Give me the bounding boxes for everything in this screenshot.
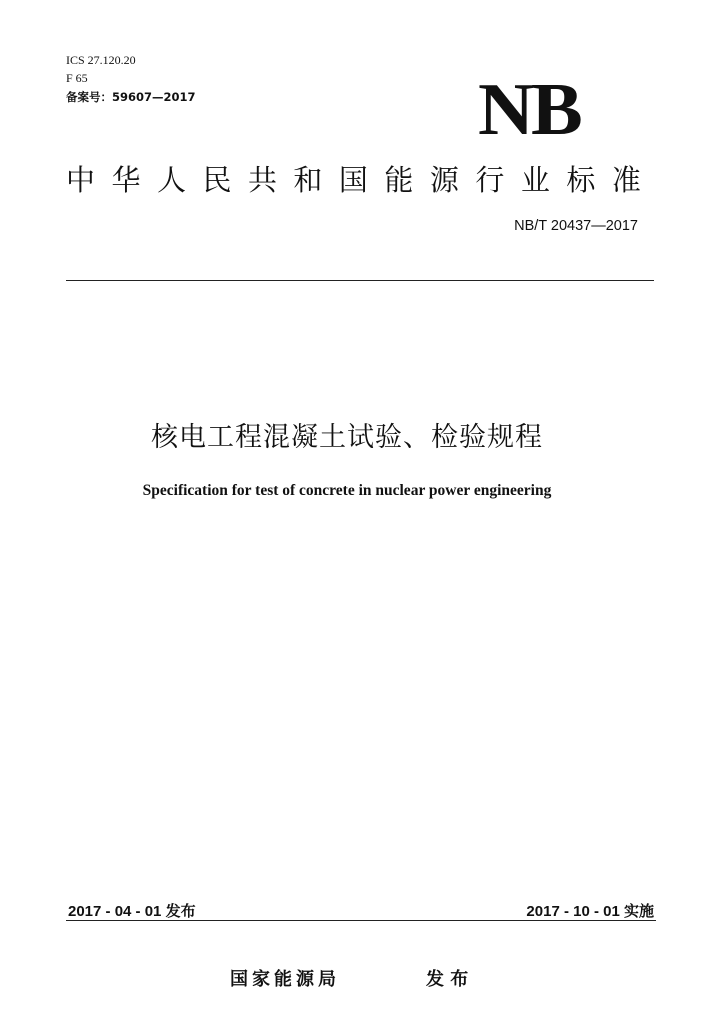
standard-code: NB/T 20437—2017 <box>514 218 638 234</box>
title-char: 国 <box>338 163 368 197</box>
standard-category-title <box>66 160 641 200</box>
document-title-cn-text: 核电工程混凝土试验、检验规程 <box>151 422 543 453</box>
issuing-authority: 国家能源局 <box>230 969 340 990</box>
bottom-divider <box>66 920 656 921</box>
title-char: 业 <box>520 163 550 197</box>
title-char: 共 <box>247 163 277 197</box>
issue-label: 发 布 <box>426 969 469 990</box>
title-char: 源 <box>429 163 459 197</box>
title-char: 民 <box>202 163 232 197</box>
title-char: 中 <box>66 163 96 197</box>
title-char: 标 <box>566 163 596 197</box>
title-char: 行 <box>475 163 505 197</box>
document-title-cn <box>0 418 724 458</box>
title-char: 准 <box>611 163 641 197</box>
document-title-en-text: Specification for test of concrete in nuclear power engineering <box>142 482 552 499</box>
top-divider <box>66 280 654 281</box>
issue-date: 2017 - 04 - 01 发布 <box>68 903 196 920</box>
implementation-date: 2017 - 10 - 01 实施 <box>526 903 654 920</box>
title-char: 和 <box>293 163 323 197</box>
ics-code: ICS 27.120.20 <box>66 53 136 67</box>
title-char: 华 <box>111 163 141 197</box>
classification-code: F 65 <box>66 71 88 85</box>
document-title-en <box>0 482 724 500</box>
title-char: 人 <box>156 163 186 197</box>
filing-number: 备案号：59607—2017 <box>66 90 196 104</box>
nb-logo: NB <box>478 69 580 151</box>
title-char: 能 <box>384 163 414 197</box>
